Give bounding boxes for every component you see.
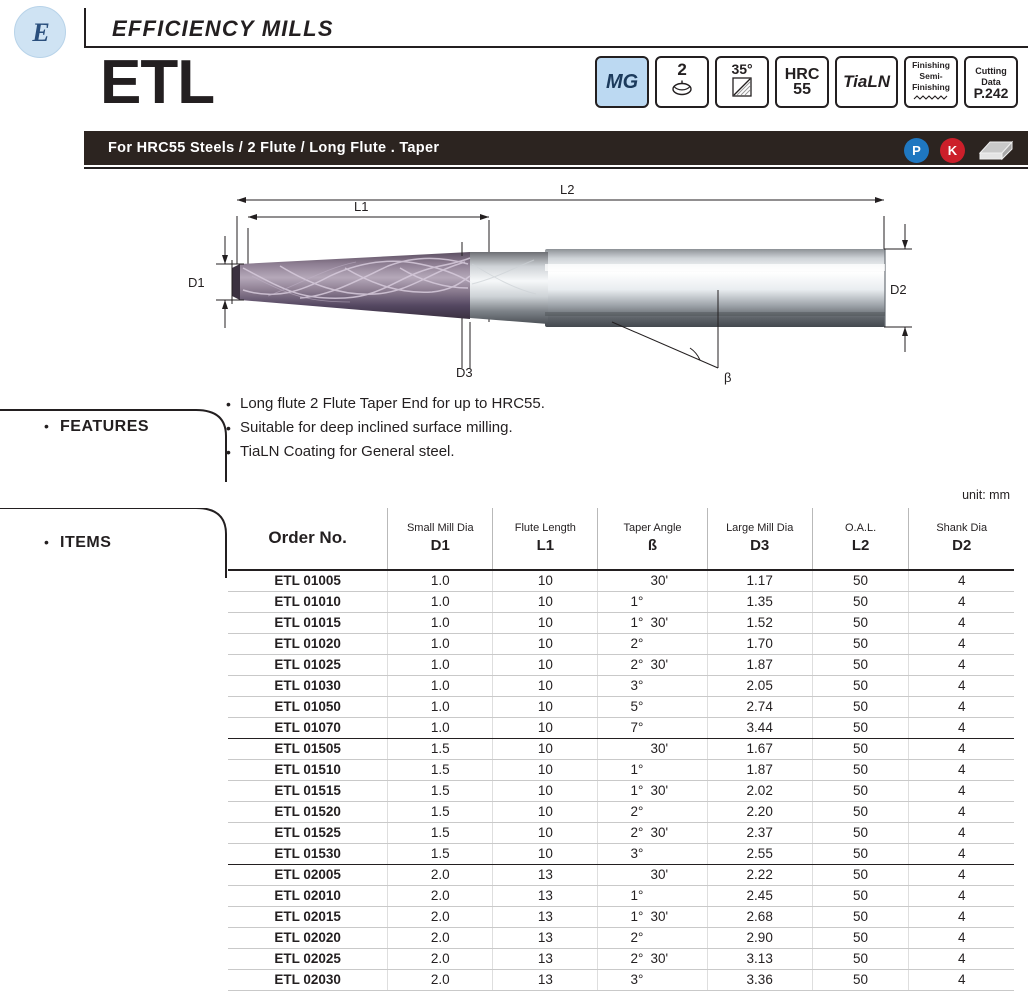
- cell-l1: 13: [493, 969, 598, 990]
- material-p-icon: [904, 138, 929, 163]
- col-taper-angle: [598, 508, 707, 570]
- col-d3-main: D3: [750, 537, 770, 554]
- cell-d2: 4: [909, 591, 1014, 612]
- wave-icon: [913, 93, 949, 104]
- cell-d1: 2.0: [388, 864, 493, 885]
- cell-taper-angle: 3°: [598, 675, 707, 696]
- cell-d3: 2.05: [707, 675, 812, 696]
- helix-angle-icon: [729, 76, 755, 103]
- chip-mg: [595, 56, 649, 108]
- cell-l2: 50: [812, 738, 909, 759]
- cell-l2: 50: [812, 654, 909, 675]
- table-row: [228, 696, 1014, 717]
- cell-l1: 10: [493, 696, 598, 717]
- col-l2: [812, 508, 909, 570]
- cell-taper-angle: 2°: [598, 801, 707, 822]
- material-k-icon: [940, 138, 965, 163]
- table-row: [228, 906, 1014, 927]
- flute-cross-section-icon: [669, 79, 695, 102]
- cell-l2: 50: [812, 570, 909, 591]
- chip-finishing-line1: Finishing: [912, 60, 950, 70]
- cell-l1: 13: [493, 864, 598, 885]
- cell-order-no: ETL 02025: [228, 948, 388, 969]
- label-d2: D2: [890, 282, 907, 297]
- page-title: EFFICIENCY MILLS: [112, 16, 334, 41]
- cell-l2: 50: [812, 633, 909, 654]
- cell-d2: 4: [909, 759, 1014, 780]
- cell-order-no: ETL 02015: [228, 906, 388, 927]
- cell-d2: 4: [909, 801, 1014, 822]
- cell-l1: 10: [493, 822, 598, 843]
- header-bottom-rule: [84, 167, 1028, 169]
- label-d3: D3: [456, 365, 473, 380]
- cell-l2: 50: [812, 696, 909, 717]
- cell-d2: 4: [909, 570, 1014, 591]
- end-mill-illustration: [232, 249, 885, 327]
- cell-taper-angle: 30': [598, 864, 707, 885]
- cell-d1: 2.0: [388, 969, 493, 990]
- cell-order-no: ETL 01515: [228, 780, 388, 801]
- cell-d3: 2.74: [707, 696, 812, 717]
- features-label: FEATURES: [60, 418, 150, 435]
- chip-finishing-line2: Semi-: [919, 71, 943, 81]
- series-letter: E: [32, 18, 50, 47]
- cell-l2: 50: [812, 843, 909, 864]
- table-row: [228, 864, 1014, 885]
- cell-d2: 4: [909, 654, 1014, 675]
- cell-l2: 50: [812, 948, 909, 969]
- cell-d1: 2.0: [388, 948, 493, 969]
- col-d1-sub: Small Mill Dia: [406, 522, 474, 534]
- cell-d1: 1.0: [388, 675, 493, 696]
- table-row: [228, 675, 1014, 696]
- table-row: [228, 843, 1014, 864]
- cell-l2: 50: [812, 885, 909, 906]
- cell-l1: 10: [493, 738, 598, 759]
- cell-d3: 3.44: [707, 717, 812, 738]
- cell-l1: 10: [493, 675, 598, 696]
- cell-d2: 4: [909, 906, 1014, 927]
- cell-d3: 2.02: [707, 780, 812, 801]
- col-d2-sub: Shank Dia: [936, 522, 988, 534]
- cell-d1: 1.5: [388, 843, 493, 864]
- cell-d2: 4: [909, 633, 1014, 654]
- cell-d1: 1.5: [388, 780, 493, 801]
- cell-d3: 1.52: [707, 612, 812, 633]
- table-row: [228, 822, 1014, 843]
- cell-d3: 1.35: [707, 591, 812, 612]
- col-taper-angle-main: ß: [647, 537, 658, 554]
- chip-mg-label: MG: [605, 70, 639, 93]
- page-header: [0, 0, 1028, 170]
- col-d2-main: D2: [952, 537, 972, 554]
- table-row: [228, 612, 1014, 633]
- cell-taper-angle: 2° 30': [598, 822, 707, 843]
- table-row: [228, 969, 1014, 990]
- features-section: [0, 392, 1028, 482]
- series-badge: [14, 6, 66, 58]
- cell-d2: 4: [909, 780, 1014, 801]
- cell-d1: 1.5: [388, 822, 493, 843]
- col-d3-sub: Large Mill Dia: [726, 522, 794, 534]
- cell-l2: 50: [812, 780, 909, 801]
- cell-l2: 50: [812, 906, 909, 927]
- cell-d1: 1.5: [388, 801, 493, 822]
- product-description-band: [84, 131, 1028, 165]
- table-header-row: [228, 508, 1014, 570]
- col-l1: [493, 508, 598, 570]
- cell-taper-angle: 5°: [598, 696, 707, 717]
- table-row: [228, 801, 1014, 822]
- cell-order-no: ETL 01010: [228, 591, 388, 612]
- cell-order-no: ETL 02020: [228, 927, 388, 948]
- cell-taper-angle: 2°: [598, 927, 707, 948]
- feature-item: • TiaLN Coating for General steel.: [240, 440, 545, 464]
- header-title-row: [84, 8, 1028, 48]
- chip-cutting-line2: Data: [981, 76, 1001, 87]
- cell-taper-angle: 3°: [598, 969, 707, 990]
- cell-l1: 13: [493, 906, 598, 927]
- table-row: [228, 591, 1014, 612]
- cell-taper-angle: 1° 30': [598, 612, 707, 633]
- unit-note: unit: mm: [962, 488, 1010, 502]
- cell-d2: 4: [909, 822, 1014, 843]
- chip-flute-number: 2: [677, 60, 687, 79]
- cell-d2: 4: [909, 969, 1014, 990]
- cell-order-no: ETL 01070: [228, 717, 388, 738]
- col-order-no-label: Order No.: [268, 528, 347, 547]
- cell-d1: 1.0: [388, 612, 493, 633]
- cell-l1: 10: [493, 570, 598, 591]
- cell-order-no: ETL 02010: [228, 885, 388, 906]
- cell-l1: 10: [493, 633, 598, 654]
- cell-d1: 1.0: [388, 570, 493, 591]
- cell-l2: 50: [812, 612, 909, 633]
- cell-l1: 10: [493, 612, 598, 633]
- cell-taper-angle: 30': [598, 738, 707, 759]
- cell-l1: 10: [493, 801, 598, 822]
- cell-d2: 4: [909, 864, 1014, 885]
- table-row: [228, 717, 1014, 738]
- col-d2: [909, 508, 1014, 570]
- table-row: [228, 570, 1014, 591]
- chip-helix-angle: [715, 56, 769, 108]
- col-l1-sub: Flute Length: [514, 522, 576, 534]
- cell-d2: 4: [909, 843, 1014, 864]
- cell-d2: 4: [909, 696, 1014, 717]
- cell-taper-angle: 7°: [598, 717, 707, 738]
- product-code: ETL: [100, 48, 215, 117]
- features-bullet: •: [44, 418, 49, 434]
- cell-l2: 50: [812, 759, 909, 780]
- table-row: [228, 885, 1014, 906]
- cell-taper-angle: 1°: [598, 885, 707, 906]
- col-l2-main: L2: [851, 537, 870, 554]
- cell-d3: 2.37: [707, 822, 812, 843]
- material-icon-group: [904, 135, 1016, 166]
- table-row: [228, 738, 1014, 759]
- table-row: [228, 948, 1014, 969]
- cell-order-no: ETL 01525: [228, 822, 388, 843]
- cell-d1: 1.0: [388, 591, 493, 612]
- chip-coating-label: TiaLN: [843, 72, 890, 91]
- cell-taper-angle: 2°: [598, 633, 707, 654]
- cell-d1: 2.0: [388, 927, 493, 948]
- cell-l2: 50: [812, 969, 909, 990]
- specification-table: [228, 508, 1014, 991]
- cell-l1: 13: [493, 927, 598, 948]
- cell-taper-angle: 2° 30': [598, 948, 707, 969]
- cell-l2: 50: [812, 864, 909, 885]
- cell-order-no: ETL 01025: [228, 654, 388, 675]
- cell-order-no: ETL 01510: [228, 759, 388, 780]
- cell-d3: 2.90: [707, 927, 812, 948]
- cell-d3: 1.70: [707, 633, 812, 654]
- chip-cutting-line1: Cutting: [975, 65, 1007, 76]
- cell-d3: 2.68: [707, 906, 812, 927]
- col-d1-main: D1: [430, 537, 450, 554]
- table-body: [228, 570, 1014, 990]
- label-d1: D1: [188, 275, 205, 290]
- chip-hardness-line2: 55: [793, 81, 811, 98]
- cell-l1: 10: [493, 654, 598, 675]
- chip-flute-count: [655, 56, 709, 108]
- col-d3: [707, 508, 812, 570]
- chip-coating: [835, 56, 898, 108]
- cell-l1: 13: [493, 948, 598, 969]
- cell-l1: 10: [493, 759, 598, 780]
- feature-item: • Suitable for deep inclined surface milling.: [240, 416, 545, 440]
- product-description: For HRC55 Steels / 2 Flute / Long Flute . Taper: [108, 140, 440, 156]
- cell-l2: 50: [812, 927, 909, 948]
- cell-l2: 50: [812, 822, 909, 843]
- cell-d2: 4: [909, 675, 1014, 696]
- cell-l1: 10: [493, 780, 598, 801]
- cell-l2: 50: [812, 591, 909, 612]
- table-row: [228, 759, 1014, 780]
- table-header: [228, 508, 1014, 570]
- col-l1-main: L1: [536, 537, 555, 554]
- col-taper-angle-sub: Taper Angle: [623, 522, 682, 534]
- cell-d1: 1.0: [388, 696, 493, 717]
- cell-d3: 1.87: [707, 654, 812, 675]
- cell-d3: 1.67: [707, 738, 812, 759]
- cell-d2: 4: [909, 612, 1014, 633]
- table-row: [228, 633, 1014, 654]
- label-l1: L1: [354, 199, 369, 214]
- col-d1: [388, 508, 493, 570]
- cell-taper-angle: 1°: [598, 591, 707, 612]
- cell-d1: 2.0: [388, 906, 493, 927]
- table-row: [228, 654, 1014, 675]
- cell-taper-angle: 30': [598, 570, 707, 591]
- cell-l1: 10: [493, 717, 598, 738]
- chip-finishing-line3: Finishing: [912, 82, 950, 92]
- cell-taper-angle: 1° 30': [598, 780, 707, 801]
- cell-taper-angle: 1° 30': [598, 906, 707, 927]
- table-row: [228, 780, 1014, 801]
- cell-d1: 2.0: [388, 885, 493, 906]
- cell-order-no: ETL 01530: [228, 843, 388, 864]
- cell-d1: 1.0: [388, 633, 493, 654]
- cell-order-no: ETL 02030: [228, 969, 388, 990]
- chip-hardness-line1: HRC: [784, 66, 820, 83]
- cell-order-no: ETL 01520: [228, 801, 388, 822]
- material-p-label: P: [912, 143, 921, 158]
- cell-d3: 1.17: [707, 570, 812, 591]
- cell-taper-angle: 2° 30': [598, 654, 707, 675]
- cell-d2: 4: [909, 927, 1014, 948]
- features-list: [240, 392, 545, 464]
- label-l2: L2: [560, 182, 575, 197]
- cell-l1: 10: [493, 591, 598, 612]
- tool-diagram: [0, 172, 1028, 390]
- cell-d1: 1.0: [388, 717, 493, 738]
- cell-d2: 4: [909, 885, 1014, 906]
- cell-d3: 1.87: [707, 759, 812, 780]
- cell-d3: 2.22: [707, 864, 812, 885]
- cell-taper-angle: 3°: [598, 843, 707, 864]
- chip-cutting-page: P.242: [973, 84, 1009, 101]
- feature-item: • Long flute 2 Flute Taper End for up to HRC55.: [240, 392, 545, 416]
- cell-l1: 13: [493, 885, 598, 906]
- cell-d3: 2.20: [707, 801, 812, 822]
- chip-cutting-data[interactable]: [964, 56, 1018, 108]
- table-row: [228, 927, 1014, 948]
- chip-helix-angle-value: 35°: [731, 60, 753, 77]
- cell-order-no: ETL 02005: [228, 864, 388, 885]
- cell-d3: 2.55: [707, 843, 812, 864]
- items-bullet: •: [44, 534, 49, 550]
- cell-order-no: ETL 01050: [228, 696, 388, 717]
- chip-hardness: [775, 56, 829, 108]
- cell-d3: 3.36: [707, 969, 812, 990]
- cell-order-no: ETL 01015: [228, 612, 388, 633]
- items-label: ITEMS: [60, 534, 112, 551]
- cell-order-no: ETL 01020: [228, 633, 388, 654]
- cell-d1: 1.5: [388, 738, 493, 759]
- col-l2-sub: O.A.L.: [844, 522, 877, 534]
- cell-d2: 4: [909, 717, 1014, 738]
- cell-taper-angle: 1°: [598, 759, 707, 780]
- label-beta: β: [724, 370, 732, 385]
- cell-d2: 4: [909, 948, 1014, 969]
- cell-l2: 50: [812, 801, 909, 822]
- spec-chip-row: [595, 56, 1018, 108]
- cell-d3: 2.45: [707, 885, 812, 906]
- cell-d2: 4: [909, 738, 1014, 759]
- cell-d1: 1.5: [388, 759, 493, 780]
- cell-order-no: ETL 01005: [228, 570, 388, 591]
- chip-finishing: [904, 56, 958, 108]
- cell-order-no: ETL 01030: [228, 675, 388, 696]
- col-order-no: [228, 508, 388, 570]
- cell-l2: 50: [812, 675, 909, 696]
- cell-l2: 50: [812, 717, 909, 738]
- cell-l1: 10: [493, 843, 598, 864]
- material-k-label: K: [947, 143, 958, 158]
- cell-d1: 1.0: [388, 654, 493, 675]
- cell-d3: 3.13: [707, 948, 812, 969]
- cell-order-no: ETL 01505: [228, 738, 388, 759]
- chip-shape-icon: [976, 135, 1016, 166]
